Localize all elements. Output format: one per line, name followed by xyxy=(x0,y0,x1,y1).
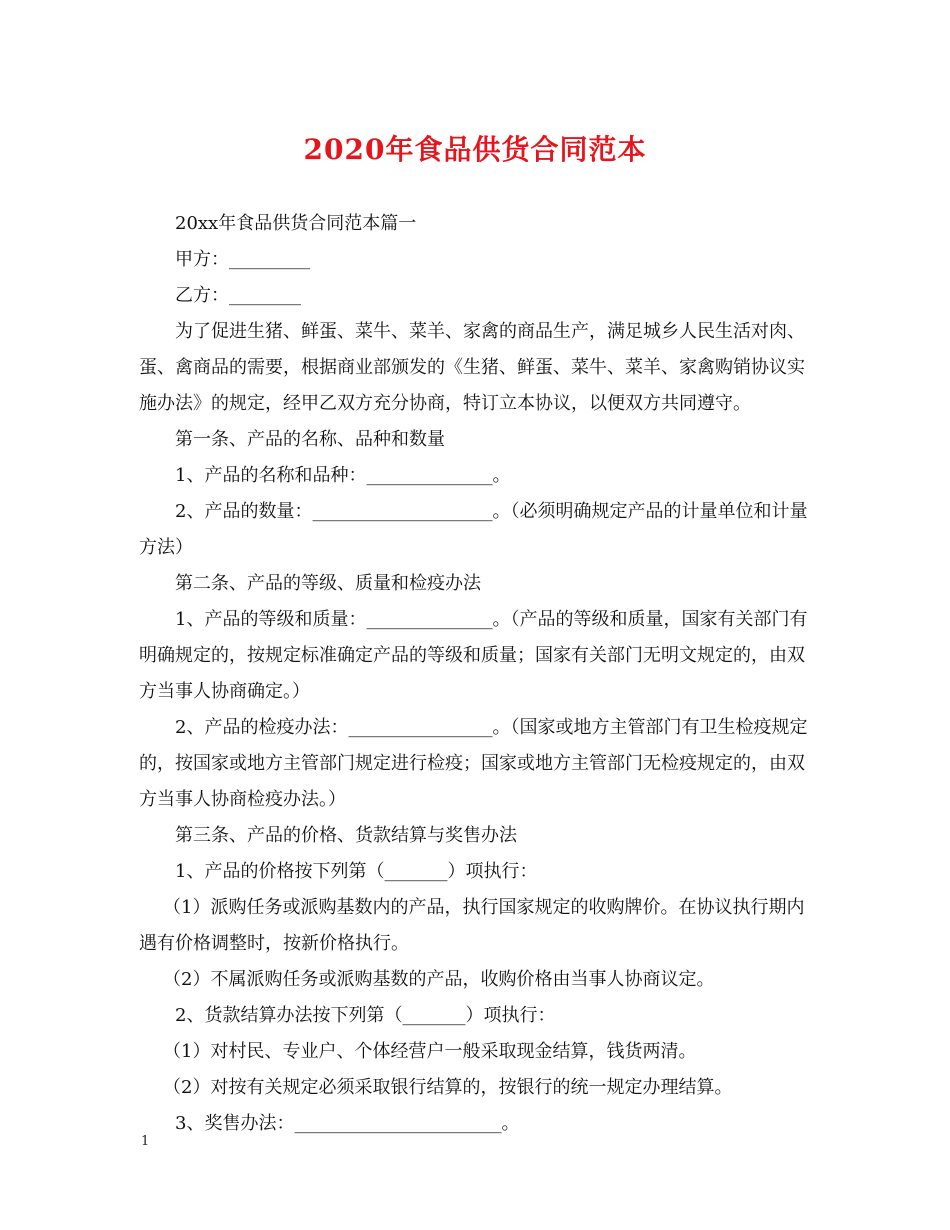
paragraph: 20xx年食品供货合同范本篇一 xyxy=(175,213,417,234)
paragraph: （1）派购任务或派购基数内的产品，执行国家规定的收购牌价。在协议执行期内遇有价格调整时，按新价格执行。 xyxy=(139,897,805,954)
paragraph: （2）对按有关规定必须采取银行结算的，按银行的统一规定办理结算。 xyxy=(163,1077,733,1098)
document-title: 2020年食品供货合同范本 xyxy=(303,133,647,166)
paragraph: （2）不属派购任务或派购基数的产品，收购价格由当事人协商议定。 xyxy=(163,969,715,990)
paragraph: 乙方：________ xyxy=(175,285,301,306)
paragraph: 2、产品的检疫办法：________________。（国家或地方主管部门有卫生检疫规定的，按国家或地方主管部门规定进行检疫；国家或地方主管部门无检疫规定的，由双方当事人协商检疫办法。） xyxy=(139,717,808,810)
paragraph: 3、奖售办法：_______________________。 xyxy=(175,1113,520,1134)
document-body xyxy=(139,206,815,1142)
paragraph: 第一条、产品的名称、品种和数量 xyxy=(175,429,445,450)
paragraph: 甲方：_________ xyxy=(175,249,310,270)
paragraph: 第二条、产品的等级、质量和检疫办法 xyxy=(175,573,481,594)
page-number: 1 xyxy=(141,1134,150,1149)
paragraph: 1、产品的等级和质量：______________。（产品的等级和质量，国家有关部门有明确规定的，按规定标准确定产品的等级和质量；国家有关部门无明文规定的，由双方当事人协商确定。） xyxy=(139,609,808,702)
paragraph: 2、货款结算办法按下列第（_______）项执行： xyxy=(175,1005,556,1026)
paragraph: 1、产品的名称和品种：______________。 xyxy=(175,465,511,486)
paragraph: 1、产品的价格按下列第（_______）项执行： xyxy=(175,861,538,882)
paragraph: （1）对村民、专业户、个体经营户一般采取现金结算，钱货两清。 xyxy=(163,1041,697,1062)
paragraph: 为了促进生猪、鲜蛋、菜牛、菜羊、家禽的商品生产，满足城乡人民生活对肉、蛋、禽商品的需要，根据商业部颁发的《生猪、鲜蛋、菜牛、菜羊、家禽购销协议实施办法》的规定，经甲乙双方充分协商，特订立本协议，以便双方共同遵守。 xyxy=(139,321,805,414)
paragraph: 第三条、产品的价格、货款结算与奖售办法 xyxy=(175,825,517,846)
paragraph: 2、产品的数量：____________________。（必须明确规定产品的计量单位和计量方法） xyxy=(139,501,808,558)
